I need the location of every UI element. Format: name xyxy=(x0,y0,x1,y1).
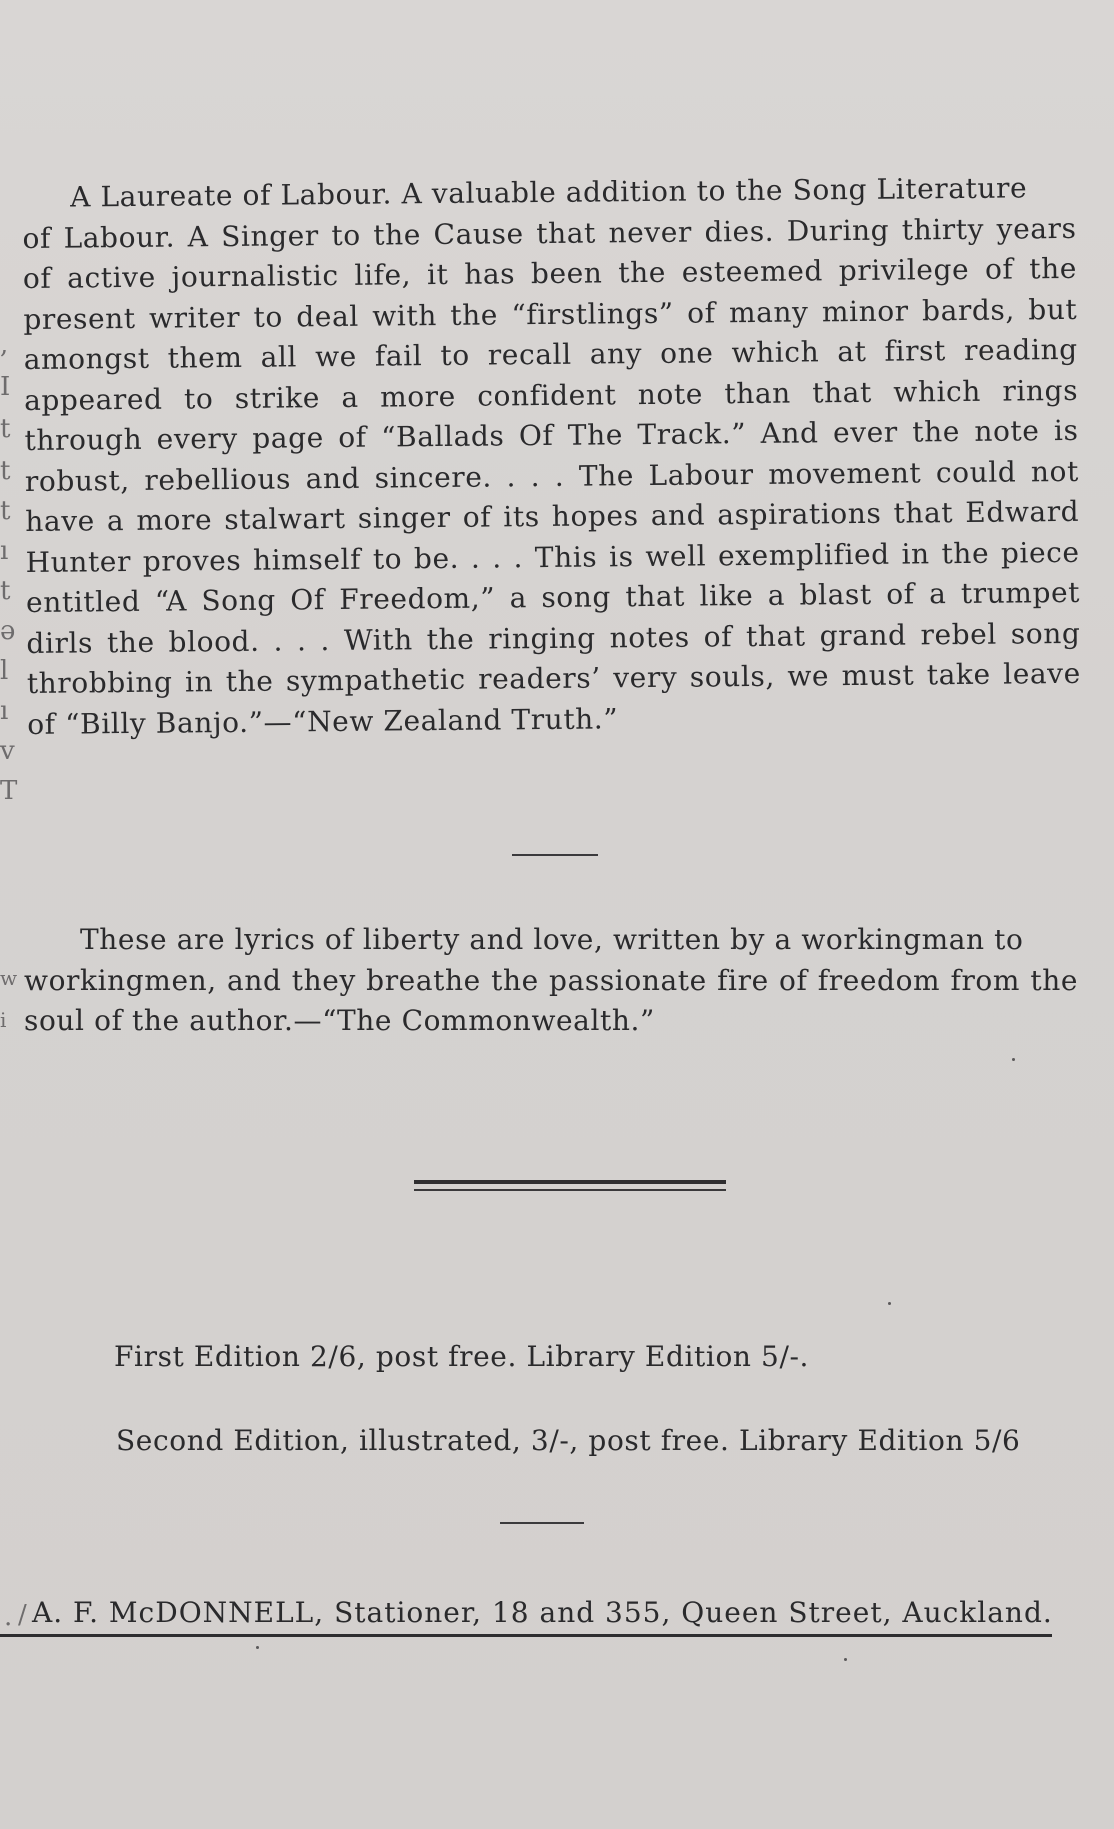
first-edition-price: First Edition 2/6, post free. Library Edition 5/-. xyxy=(114,1340,810,1373)
section-divider xyxy=(512,854,598,856)
gutter-mark: ə xyxy=(0,616,16,646)
gutter-mark: t xyxy=(0,456,11,486)
gutter-mark: I xyxy=(0,372,11,402)
section-divider xyxy=(500,1522,584,1524)
gutter-mark: t xyxy=(0,496,11,526)
review-the-commonwealth xyxy=(24,920,1078,1042)
gutter-mark: t xyxy=(0,414,11,444)
review-body: of Labour. A Singer to the Cause that never dies. During thirty years of active journalistic life, it has been the esteemed privilege of the present writer to deal with the “firstlings” of many minor bards, but amongst them all we fail to recall any one which at first reading appeared to strike a more confident note than that which rings through every page of “Ballads Of The Track.” And ever the note is robust, rebellious and sincere. . . . The Labour movement could not have a more stalwart singer of its hopes and aspirations that Edward Hunter proves himself to be. . . . This is well exemplified in the piece entitled “A Song Of Freedom,” a song that like a blast of a trumpet dirls the blood. . . . With the ringing notes of that grand rebel song throbbing in the sympathetic readers’ very souls, we must take leave of “Billy Banjo.”—“New Zealand Truth.” xyxy=(22,211,1081,741)
gutter-mark: / xyxy=(18,1600,27,1630)
imprint-underline xyxy=(0,1634,1052,1637)
gutter-mark: ı xyxy=(0,536,9,566)
paper-speck xyxy=(844,1658,847,1661)
gutter-mark: v xyxy=(0,736,15,766)
gutter-mark: w xyxy=(0,966,18,990)
review-body: workingmen, and they breathe the passionate fire of freedom from the soul of the author.—“The Commonwealth.” xyxy=(24,963,1078,1037)
review-opening-line: These are lyrics of liberty and love, written by a workingman to xyxy=(80,923,1024,956)
review-opening-line: A Laureate of Labour. A valuable addition to the Song Literature xyxy=(70,171,1028,214)
double-rule-thick-line xyxy=(414,1180,726,1184)
ornamental-double-rule xyxy=(414,1180,726,1191)
gutter-mark: l xyxy=(0,656,9,686)
gutter-mark: i xyxy=(0,1008,7,1032)
gutter-mark: T xyxy=(0,776,18,806)
gutter-mark: ı xyxy=(0,696,9,726)
second-edition-price: Second Edition, illustrated, 3/-, post free. Library Edition 5/6 xyxy=(116,1424,1021,1457)
paper-speck xyxy=(1012,1058,1015,1061)
paper-speck xyxy=(256,1646,259,1649)
gutter-mark: t xyxy=(0,576,11,606)
gutter-mark: , xyxy=(0,330,9,360)
paper-speck xyxy=(888,1302,891,1305)
publisher-imprint: A. F. McDONNELL, Stationer, 18 and 355, Queen Street, Auckland. xyxy=(32,1596,1053,1629)
gutter-mark: . xyxy=(4,1602,13,1632)
double-rule-thin-line xyxy=(414,1189,726,1191)
review-new-zealand-truth xyxy=(22,168,1081,745)
